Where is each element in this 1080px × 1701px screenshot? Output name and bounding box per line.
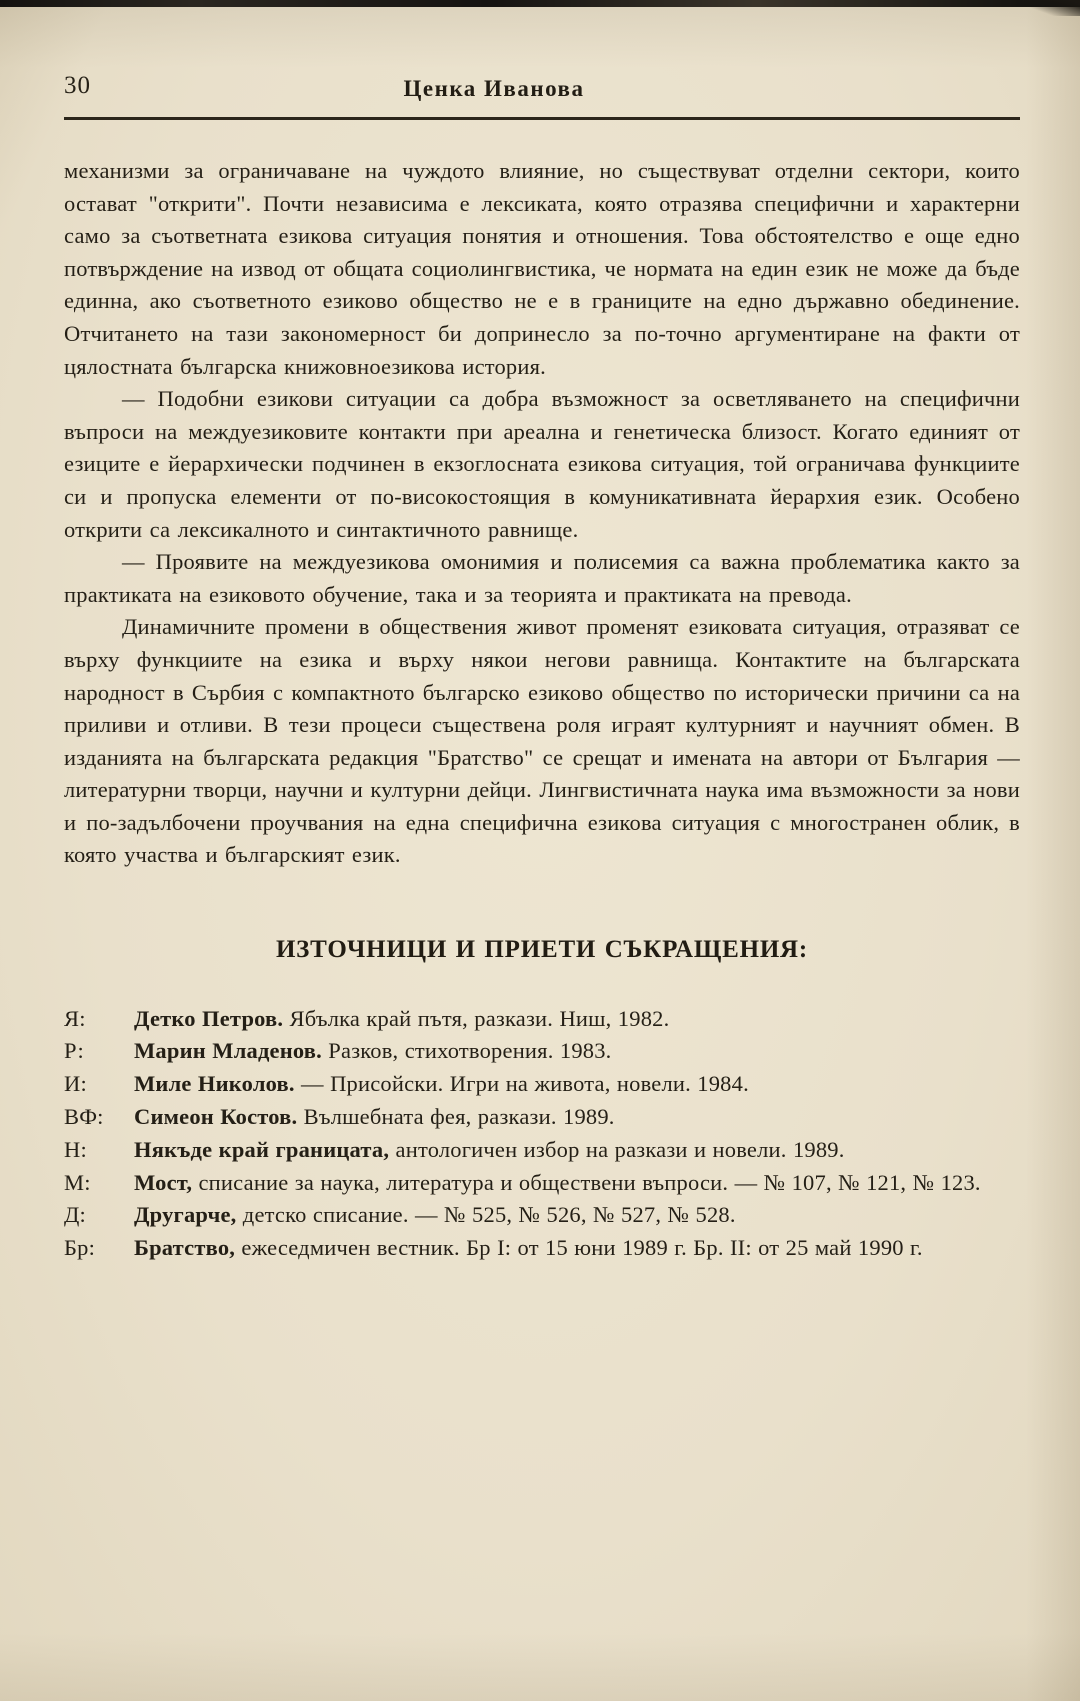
source-abbr: Бр: — [64, 1235, 96, 1261]
source-detail: детско списание. — № 525, № 526, № 527, № 528. — [236, 1202, 736, 1228]
source-detail: Ябълка край пътя, разкази. Ниш, 1982. — [283, 1005, 670, 1031]
source-item — [64, 1035, 1020, 1068]
body-paragraph: механизми за ограничаване на чуждото влияние, но съществуват отделни сектори, които остават "открити". Почти независима е лексиката, която отразява специфични и характерни само за съответната езикова ситуация понятия и отношения. Това обстоятелство е още едно потвърждение на извод от общата социолингвистика, че нормата на един език не може да бъде единна, ако съответното езиково общество не е в границите на едно държавно обединение. Отчитането на тази закономерност би допринесло за по-точно аргументиране на факти от цялостната българска книжовноезикова история. — [64, 158, 1020, 379]
source-item — [64, 1101, 1020, 1134]
source-abbr: И: — [64, 1071, 87, 1097]
page-number: 30 — [64, 72, 91, 99]
source-item — [64, 1003, 1020, 1036]
source-desc — [134, 1199, 1020, 1232]
body-paragraph: — Подобни езикови ситуации са добра възможност за осветляването на специфични въпроси на междуезиковите контакти при ареална и генетическа близост. Когато единият от езиците е йерархически подчинен в екзоглосната езикова ситуация, той ограничава функциите си и пропуска елементи от по-високостоящия в комуникативната йерархия език. Особено открити са лексикалното и синтактичното равнище. — [64, 386, 1020, 542]
source-title: Миле Николов. — [134, 1071, 295, 1097]
source-title: Братство, — [134, 1235, 236, 1261]
source-detail: ежеседмичен вестник. Бр I: от 15 юни 1989 г. Бр. II: от 25 май 1990 г. — [235, 1235, 923, 1261]
source-abbr: ВФ: — [64, 1104, 104, 1130]
source-item — [64, 1068, 1020, 1101]
source-item — [64, 1167, 1020, 1200]
source-item — [64, 1232, 1020, 1265]
sources-list — [64, 1003, 1020, 1265]
source-title: Другарче, — [134, 1202, 237, 1228]
header-rule — [64, 117, 1020, 120]
source-detail: списание за наука, литература и обществени въпроси. — № 107, № 121, № 123. — [192, 1169, 981, 1195]
source-desc — [134, 1068, 1020, 1101]
source-detail: Вълшебната фея, разкази. 1989. — [297, 1104, 615, 1130]
scan-edge-corner — [1022, 0, 1080, 16]
source-desc — [134, 1035, 1020, 1068]
source-title: Детко Петров. — [134, 1005, 284, 1031]
source-desc — [134, 1101, 1020, 1134]
source-desc — [134, 1003, 1020, 1036]
source-title: Симеон Костов. — [134, 1104, 298, 1130]
source-desc — [134, 1167, 1020, 1200]
source-detail: — Присойски. Игри на живота, новели. 1984. — [294, 1071, 749, 1097]
source-abbr: Р: — [64, 1038, 84, 1064]
source-abbr: Я: — [64, 1005, 86, 1031]
body-paragraph: — Проявите на междуезикова омонимия и полисемия са важна проблематика както за практиката на езиковото обучение, така и за теорията и практиката на превода. — [64, 549, 1020, 607]
source-abbr: Н: — [64, 1136, 87, 1162]
page-content — [64, 72, 1020, 1265]
running-title: Ценка Иванова — [403, 76, 585, 101]
source-desc — [134, 1134, 1020, 1167]
sources-heading: ИЗТОЧНИЦИ И ПРИЕТИ СЪКРАЩЕНИЯ: — [275, 936, 809, 964]
source-abbr: М: — [64, 1169, 91, 1195]
source-title: Марин Младенов. — [134, 1038, 322, 1064]
source-item — [64, 1199, 1020, 1232]
source-title: Мост, — [134, 1169, 193, 1195]
source-detail: антологичен избор на разкази и новели. 1989. — [389, 1136, 845, 1162]
body-paragraph: Динамичните промени в обществения живот променят езиковата ситуация, отразяват се върху функциите на езика и върху някои негови равнища. Контактите на българската народност в Сърбия с компактното българско езиково общество по исторически причини са на приливи и отливи. В тези процеси съществена роля играят културният и научният обмен. В изданията на българската редакция "Братство" се срещат и имената на автори от България — литературни творци, научни и културни дейци. Лингвистичната наука има възможности за нови и по-задълбочени проучвания на една специфична езикова ситуация с многостранен облик, в която участва и българският език. — [64, 614, 1020, 868]
page-header — [64, 72, 1020, 106]
source-detail: Разков, стихотворения. 1983. — [321, 1038, 612, 1064]
source-item — [64, 1134, 1020, 1167]
source-abbr: Д: — [64, 1202, 86, 1228]
source-desc — [134, 1232, 1020, 1265]
article-body — [64, 155, 1020, 1265]
source-title: Някъде край границата, — [134, 1136, 390, 1162]
scan-edge-top — [0, 0, 1080, 7]
